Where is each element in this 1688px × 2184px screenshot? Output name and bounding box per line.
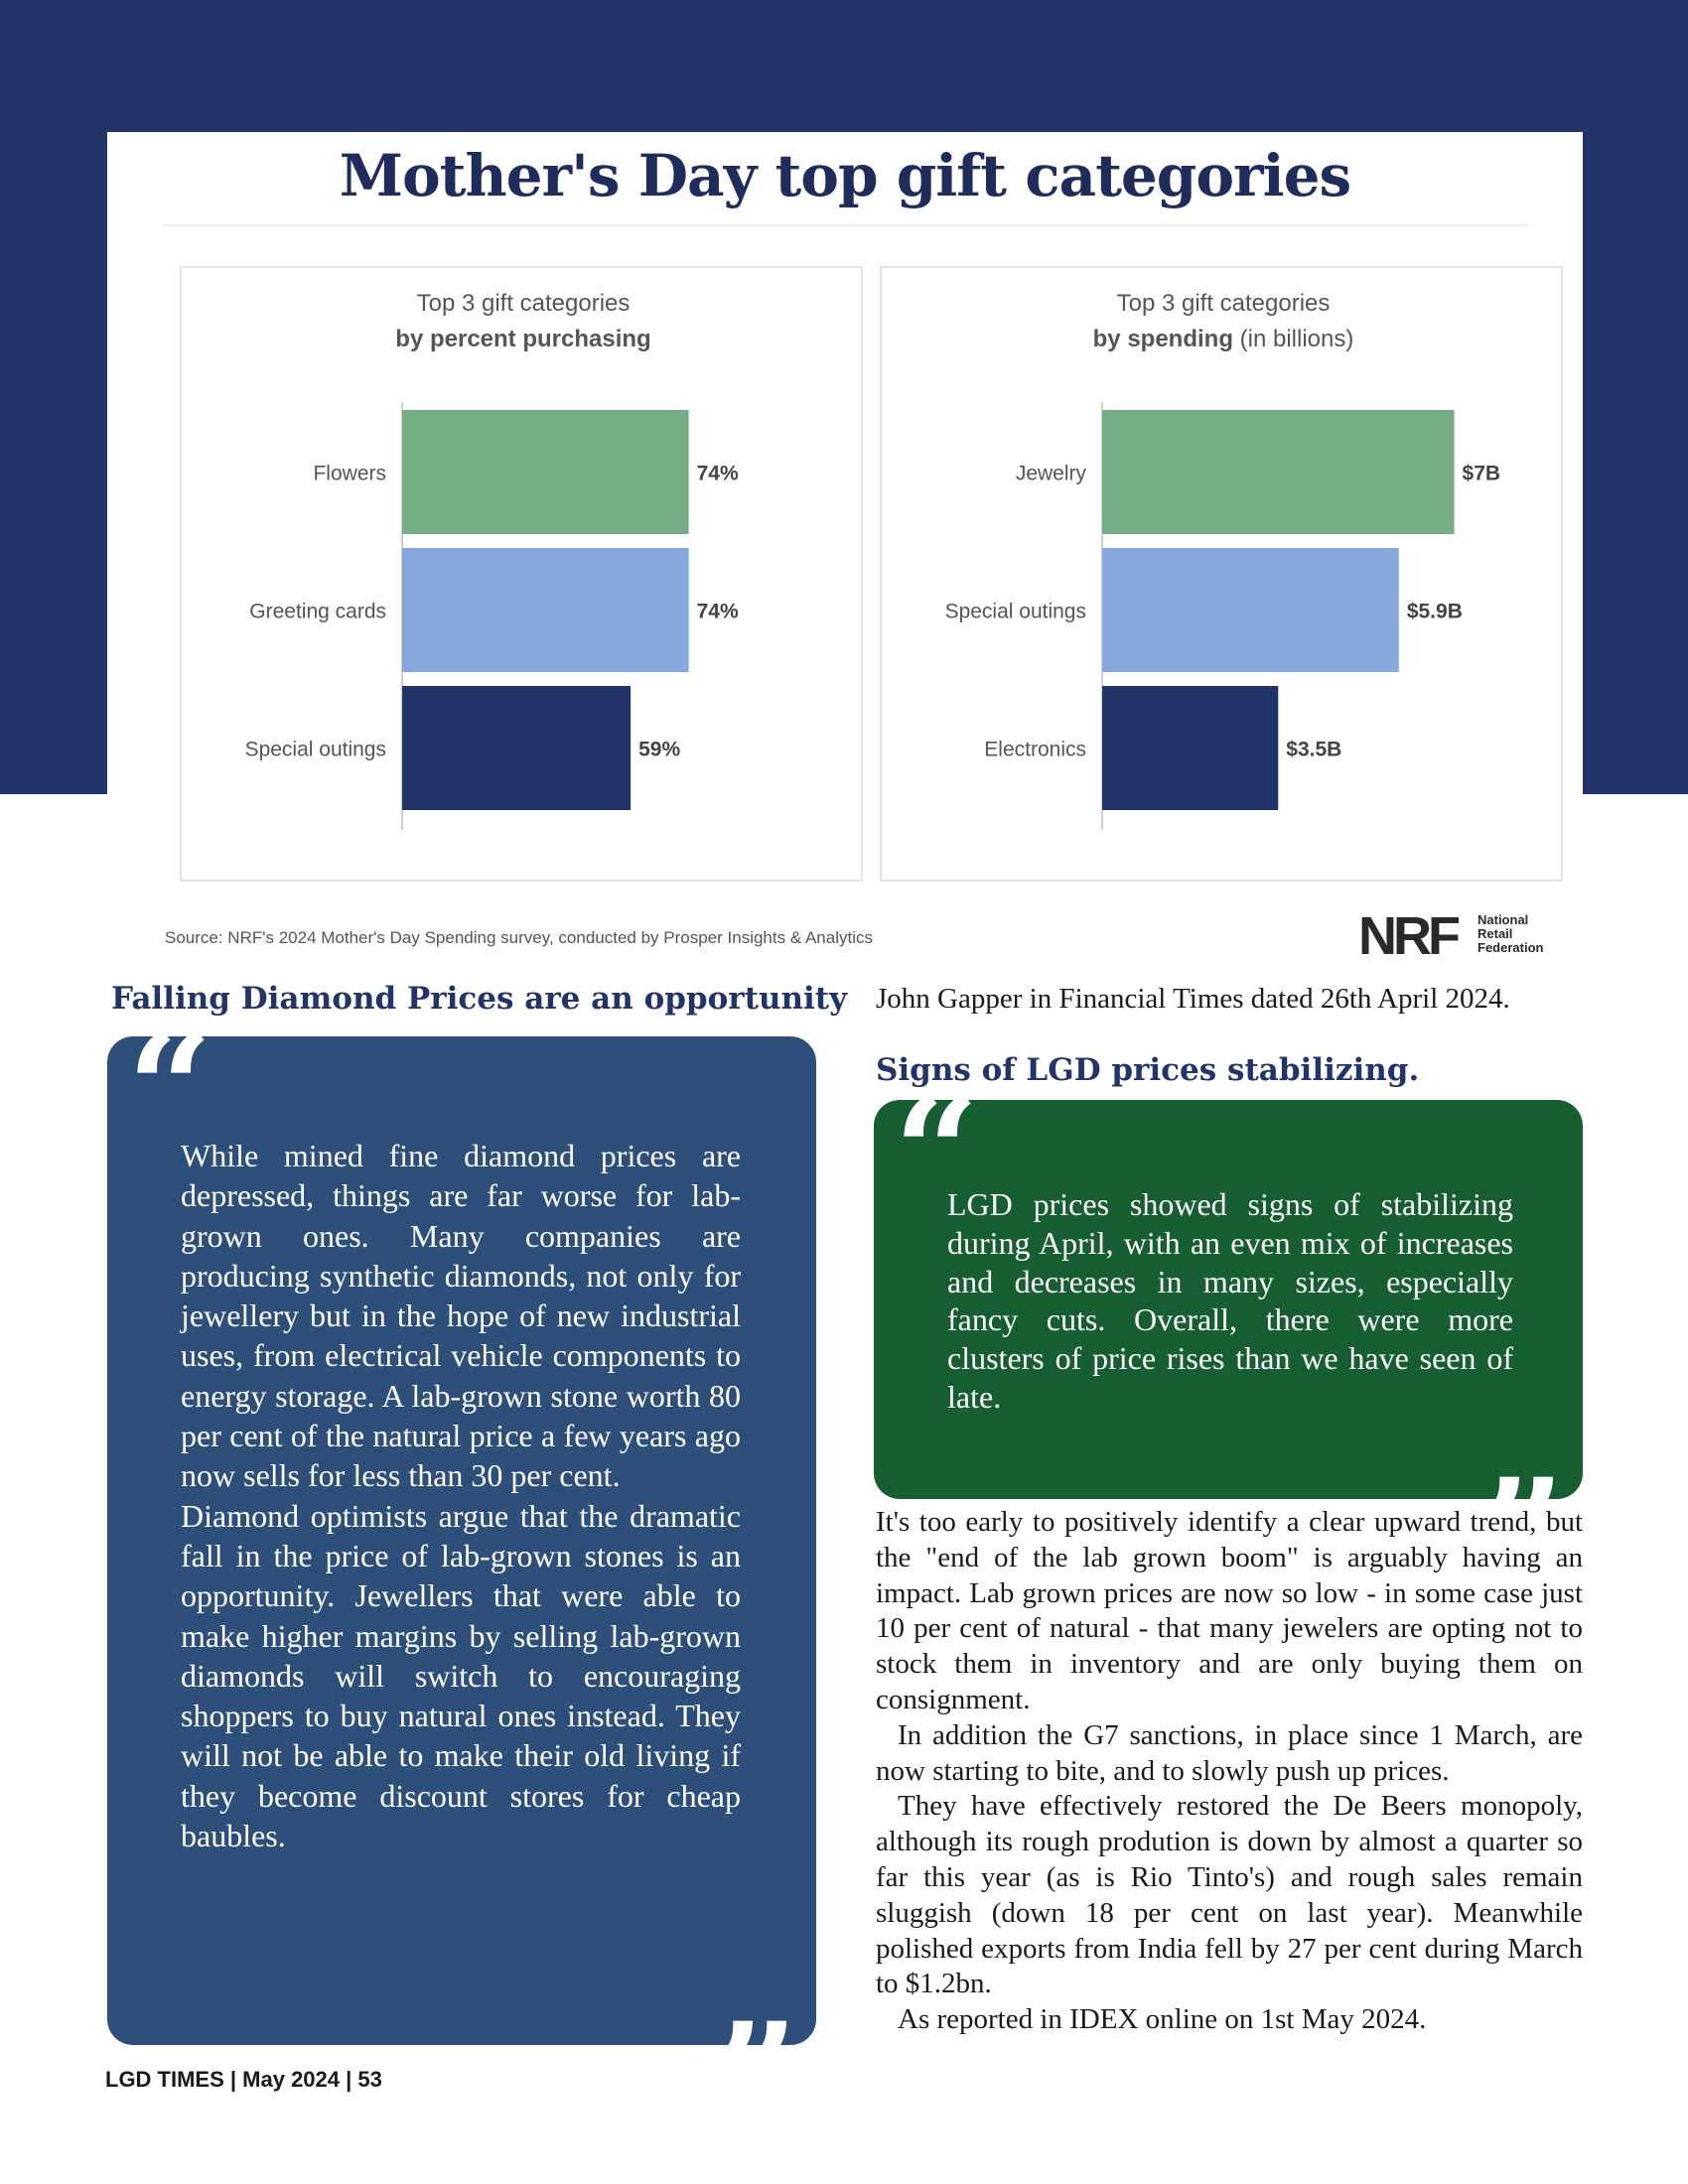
nrf-logo-line: Retail xyxy=(1477,926,1513,941)
left-article-heading: Falling Diamond Prices are an opportunity xyxy=(111,981,848,1017)
infographic-card xyxy=(107,132,1583,976)
chart-subtitle-line: by percent purchasing xyxy=(395,326,651,352)
bar xyxy=(402,548,689,672)
bar xyxy=(402,686,631,810)
bar xyxy=(402,410,689,534)
data-label: 74% xyxy=(696,600,739,623)
chart-subtitle-line: by spending (in billions) xyxy=(1092,326,1354,352)
nrf-logo-text xyxy=(1477,913,1543,955)
category-label: Special outings xyxy=(244,738,386,761)
spending-bar-chart xyxy=(882,268,1565,884)
chart-panel-percent xyxy=(180,266,863,882)
category-label: Greeting cards xyxy=(249,600,386,623)
close-quote-icon: ” xyxy=(1478,1446,1565,1621)
chart-panel-spending xyxy=(880,266,1563,882)
category-label: Special outings xyxy=(944,600,1086,623)
nrf-logo-line: Federation xyxy=(1477,940,1544,955)
body-paragraph: As reported in IDEX online on 1st May 2024. xyxy=(898,2003,1427,2036)
byline-text: John Gapper in Financial Times dated 26th April 2024. xyxy=(876,983,1510,1015)
data-label: $3.5B xyxy=(1286,738,1342,761)
close-quote-icon: ” xyxy=(712,1990,798,2165)
body-paragraph: They have effectively restored the De Beers monopoly, although its rough prodution is down by almost a quarter so far this year (as is Rio Tinto's) and rough sales remain sluggish (down 18 per cent on last year). Meanwhile polished exports from India fell by 27 per cent during March to $1.2bn. xyxy=(876,1790,1583,2000)
diamond-quote-text xyxy=(181,1136,741,1855)
data-label: $7B xyxy=(1462,462,1501,485)
open-quote-icon: “ xyxy=(127,1002,213,1176)
data-label: 74% xyxy=(696,462,739,485)
right-article-heading: Signs of LGD prices stabilizing. xyxy=(876,1052,1420,1088)
bar xyxy=(1102,548,1399,672)
title-divider xyxy=(162,224,1528,226)
infographic-title: Mother's Day top gift categories xyxy=(339,142,1351,209)
nrf-logo-mark: NRF xyxy=(1358,906,1457,966)
category-label: Flowers xyxy=(313,462,386,485)
category-label: Electronics xyxy=(984,738,1086,761)
body-paragraph: In addition the G7 sanctions, in place since 1 March, are now starting to bite, and to slowly push up prices. xyxy=(876,1718,1583,1787)
data-label: $5.9B xyxy=(1406,600,1463,623)
percent-bar-chart xyxy=(182,268,865,884)
quote-paragraph: Diamond optimists argue that the dramatic fall in the price of lab-grown stones is an opportunity. Jewellers that were able to make higher margins by selling lab-grown diamonds will switch to encouraging shoppers to buy natural ones instead. They will not be able to make their old living if they become discount stores for cheap baubles. xyxy=(181,1497,741,1854)
data-label: 59% xyxy=(638,738,681,761)
chart-title-line: Top 3 gift categories xyxy=(416,290,631,317)
chart-source-note: Source: NRF's 2024 Mother's Day Spending survey, conducted by Prosper Insights & Analytics xyxy=(165,928,873,947)
bar xyxy=(1102,410,1455,534)
article-body xyxy=(876,1505,1583,2038)
page-footer: LGD TIMES | May 2024 | 53 xyxy=(105,2067,382,2092)
quote-paragraph: While mined fine diamond prices are depressed, things are far worse for lab-grown ones. Many companies are producing synthetic diamonds, not only for jewellery but in the hope of new industrial uses, from electrical vehicle components to energy storage. A lab-grown stone worth 80 per cent of the natural price a few years ago now sells for less than 30 per cent. xyxy=(181,1138,741,1494)
open-quote-icon: “ xyxy=(894,1065,980,1240)
bar xyxy=(1102,686,1278,810)
lgd-quote-text: LGD prices showed signs of stabilizing during April, with an even mix of increases and decreases in many sizes, especially fancy cuts. Overall, there were more clusters of price rises than we have seen of late. xyxy=(947,1186,1513,1415)
nrf-logo-line: National xyxy=(1477,912,1529,927)
category-label: Jewelry xyxy=(1015,462,1086,485)
chart-title-line: Top 3 gift categories xyxy=(1116,290,1331,317)
body-paragraph: It's too early to positively identify a clear upward trend, but the "end of the lab grown boom" is arguably having an impact. Lab grown prices are now so low - in some case just 10 per cent of natural - that many jewelers are opting not to stock them in inventory and are only buying them on consignment. xyxy=(876,1506,1583,1715)
nrf-logo xyxy=(1358,906,1579,966)
